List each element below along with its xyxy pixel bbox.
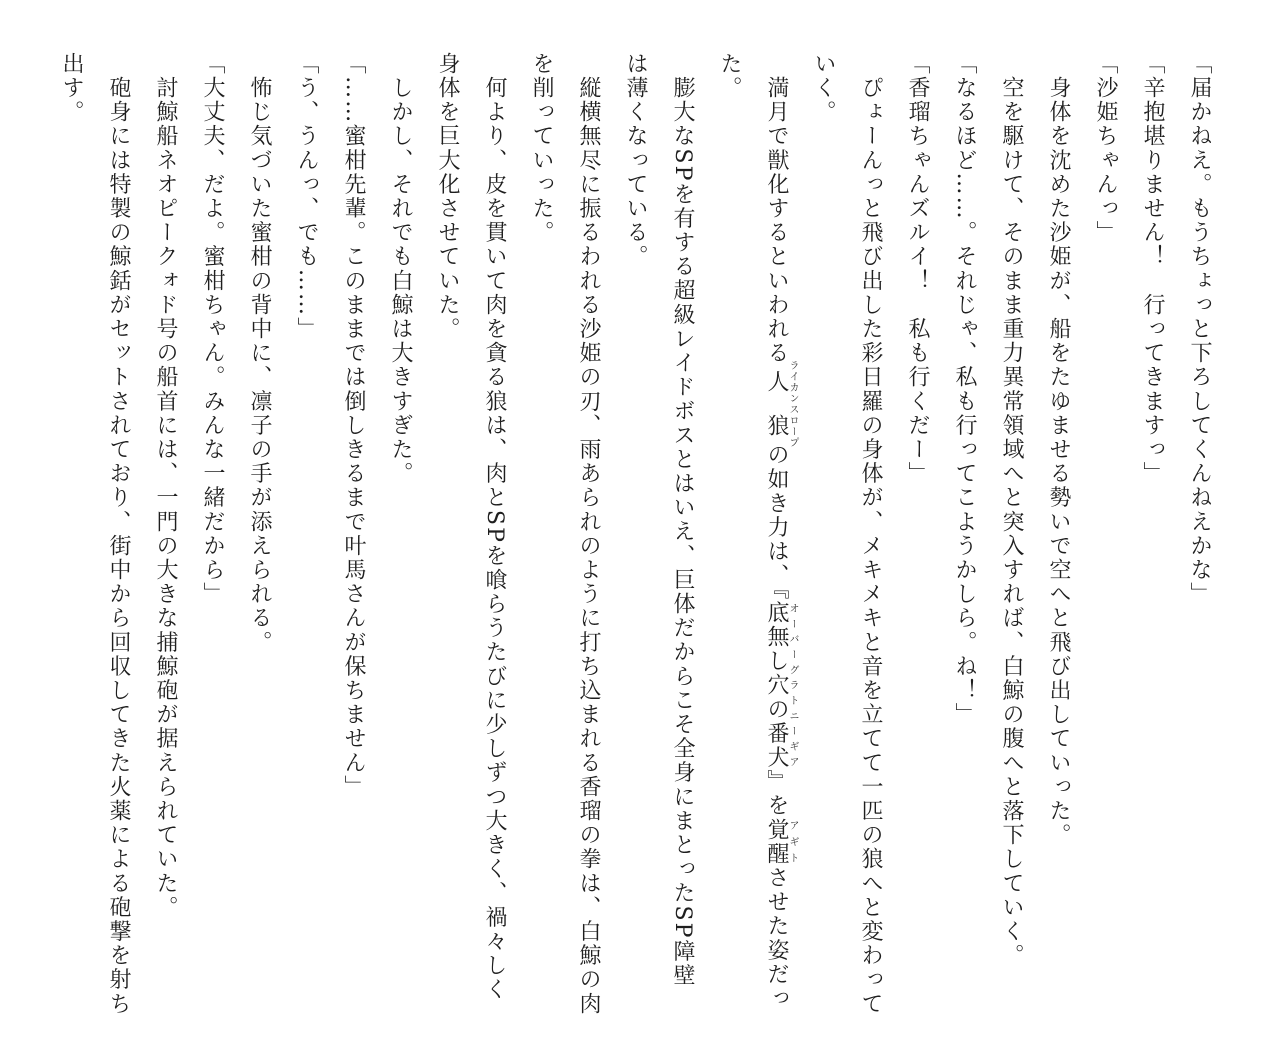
text-column: 出す。 <box>59 52 84 125</box>
text-column: 「う、うんっ、でも……」 <box>294 52 319 342</box>
text-column: 何より、皮を貫いて肉を貪る狼は、肉とSPを喰らうたびに少しずつ大きく、禍々しく <box>482 52 507 1002</box>
text-column: しかし、それでも白鯨は大きすぎた。 <box>388 52 413 486</box>
ruby-overgluttony-gear <box>764 601 798 770</box>
text-column: 身体を沈めた沙姫が、船をたゆませる勢いで空へと飛び出していった。 <box>1046 52 1071 848</box>
text-column: 討鯨船ネオピークォド号の船首には、一門の大きな捕鯨砲が据えられていた。 <box>153 52 178 920</box>
text-column: 膨大なSPを有する超級レイドボスとはいえ、巨体だからこそ全身にまとったSP障壁 <box>670 52 695 988</box>
text-column: 怖じ気づいた蜜柑の背中に、凛子の手が添えられる。 <box>247 52 272 655</box>
text-column: 「なるほど……。それじゃ、私も行ってこようかしら。ね！」 <box>952 52 977 727</box>
ruby-agito <box>764 817 798 867</box>
text-column: 「大丈夫、だよ。蜜柑ちゃん。みんな一緒だから」 <box>200 52 225 607</box>
ruby-base: 人狼 <box>764 360 789 449</box>
ruby-reading: オーバーグラトニーギア <box>787 601 798 770</box>
text-segment: 』を <box>764 769 789 818</box>
text-column: た。 <box>717 52 742 101</box>
ruby-reading: アギト <box>787 817 798 867</box>
text-segment: 満月で獣化するといわれる <box>764 52 789 366</box>
vertical-text-page <box>48 52 1223 1042</box>
text-column: は薄くなっている。 <box>623 52 648 269</box>
text-segment: の如き力は、『 <box>764 443 789 601</box>
text-column: いく。 <box>811 52 836 125</box>
text-column: 「香瑠ちゃんズルイ！ 私も行くだー」 <box>905 52 930 486</box>
text-column: を削っていった。 <box>529 52 554 245</box>
text-column: 「……蜜柑先輩。このままでは倒しきるまで叶馬さんが保ちません」 <box>341 52 366 800</box>
text-column: 「届かねえ。もうちょっと下ろしてくんねえかな」 <box>1187 52 1212 607</box>
text-column: 「沙姫ちゃんっ」 <box>1093 52 1118 245</box>
text-column: 縦横無尽に振るわれる沙姫の刃、雨あられのように打ち込まれる香瑠の拳は、白鯨の肉 <box>576 52 601 1016</box>
text-column: 砲身には特製の鯨銛がセットされており、街中から回収してきた火薬による砲撃を射ち <box>106 52 131 1016</box>
ruby-base: 底無し穴の番犬 <box>764 601 789 770</box>
text-column: ぴょーんっと飛び出した彩日羅の身体が、メキメキと音を立てて一匹の狼へと変わって <box>858 52 883 1016</box>
ruby-base: 覚醒 <box>764 817 789 867</box>
text-column: 空を駆けて、そのまま重力異常領域へと突入すれば、白鯨の腹へと落下していく。 <box>999 52 1024 968</box>
text-segment: させた姿だっ <box>764 866 789 1011</box>
ruby-werewolf <box>764 360 798 449</box>
ruby-text-column <box>753 52 800 1042</box>
ruby-reading: ライカンスロープ <box>787 360 798 449</box>
text-column: 身体を巨大化させていた。 <box>435 52 460 342</box>
text-column: 「辛抱堪りません！ 行ってきますっ」 <box>1140 52 1165 486</box>
